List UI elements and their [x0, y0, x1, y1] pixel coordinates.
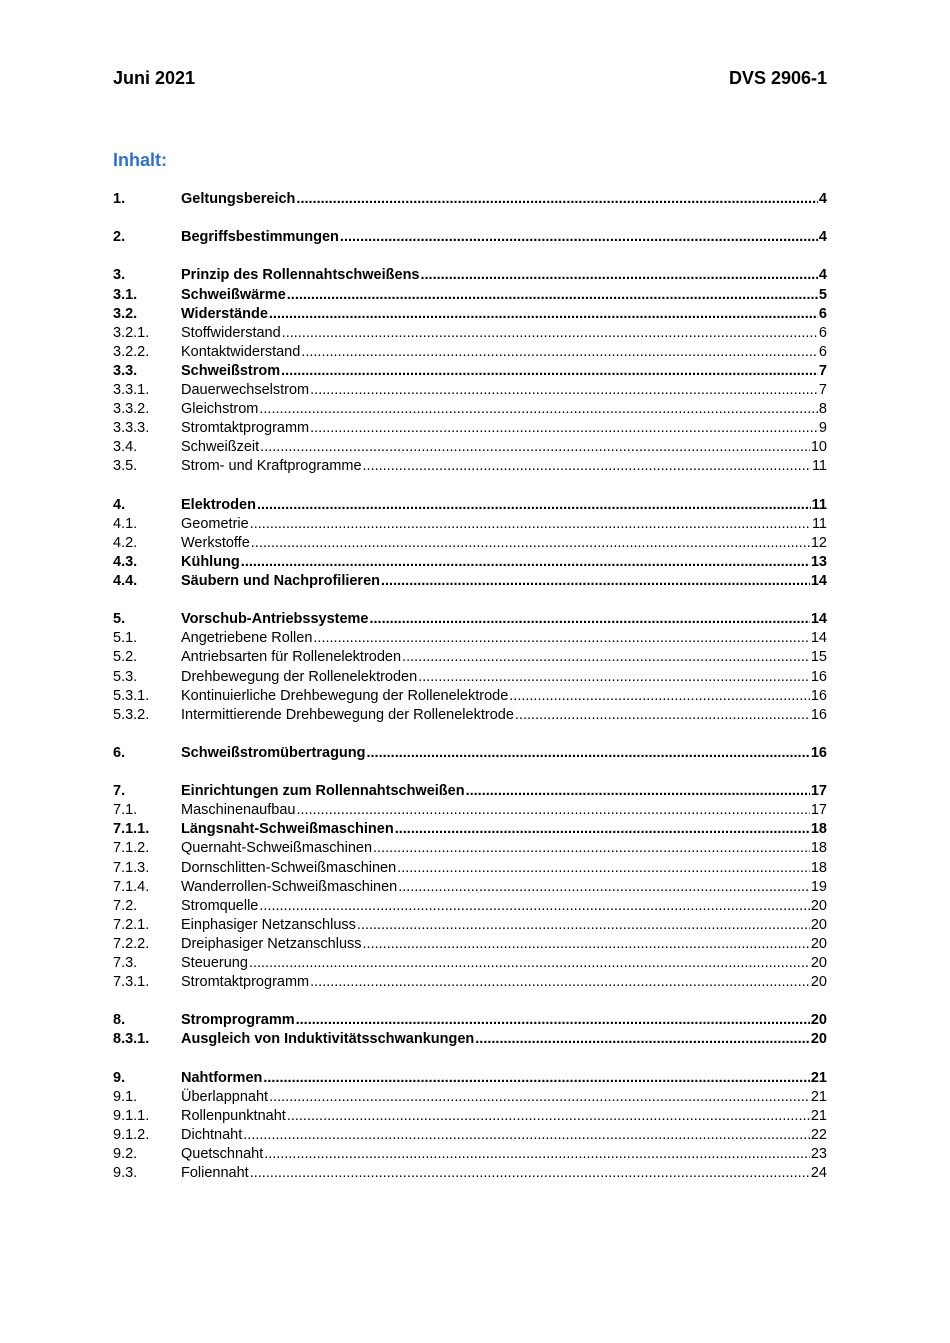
- toc-entry[interactable]: [113, 668, 827, 687]
- toc-dot-leader: [395, 820, 810, 839]
- toc-entry-page: 4: [818, 191, 827, 207]
- toc-entry[interactable]: [113, 801, 827, 820]
- toc-dot-leader: [373, 839, 810, 858]
- toc-dot-leader: [418, 668, 810, 687]
- toc-dot-leader: [296, 801, 809, 820]
- toc-entry-line: [181, 266, 827, 285]
- toc-entry[interactable]: [113, 878, 827, 897]
- toc-entry-number: 4.1.: [113, 516, 138, 532]
- toc-entry[interactable]: [113, 419, 827, 438]
- toc-entry-page: 5: [818, 287, 827, 303]
- toc-entry-title: Rollenpunktnaht: [181, 1108, 286, 1124]
- toc-entry-number: 5.2.: [113, 649, 138, 665]
- toc-entry[interactable]: [113, 553, 827, 572]
- toc-entry-title: Stoffwiderstand: [181, 325, 281, 341]
- toc-entry-title: Prinzip des Rollennahtschweißens: [181, 267, 420, 283]
- toc-entry-line: [181, 820, 827, 839]
- toc-entry[interactable]: [113, 782, 827, 801]
- toc-entry[interactable]: [113, 1069, 827, 1088]
- toc-entry-title: Längsnaht-Schweißmaschinen: [181, 821, 394, 837]
- toc-entry-page: 16: [810, 688, 827, 704]
- toc-entry[interactable]: [113, 859, 827, 878]
- toc-entry-number: 7.1.3.: [113, 860, 150, 876]
- toc-entry-line: [181, 916, 827, 935]
- toc-dot-leader: [260, 438, 810, 457]
- toc-entry-line: [181, 610, 827, 629]
- toc-entry-number: 2.: [113, 229, 126, 245]
- toc-entry-line: [181, 1164, 827, 1183]
- toc-dot-leader: [257, 496, 811, 515]
- toc-entry[interactable]: [113, 1145, 827, 1164]
- toc-entry-title: Dornschlitten-Schweißmaschinen: [181, 860, 397, 876]
- toc-entry-title: Gleichstrom: [181, 401, 259, 417]
- toc-entry-page: 16: [810, 745, 827, 761]
- toc-entry-line: [181, 343, 827, 362]
- toc-dot-leader: [357, 916, 810, 935]
- toc-dot-leader: [249, 954, 810, 973]
- toc-entry-line: [181, 744, 827, 763]
- header-date: Juni 2021: [113, 68, 196, 88]
- toc-dot-leader: [296, 190, 818, 209]
- toc-entry-title: Kühlung: [181, 554, 240, 570]
- toc-entry-page: 7: [818, 363, 827, 379]
- toc-entry[interactable]: [113, 629, 827, 648]
- toc-entry-title: Nahtformen: [181, 1070, 263, 1086]
- toc-entry-page: 10: [810, 439, 827, 455]
- toc-entry-title: Einrichtungen zum Rollennahtschweißen: [181, 783, 465, 799]
- toc-entry-page: 14: [810, 630, 827, 646]
- toc-entry-page: 6: [818, 306, 827, 322]
- toc-entry-page: 19: [810, 879, 827, 895]
- toc-entry[interactable]: [113, 610, 827, 629]
- toc-entry-title: Kontaktwiderstand: [181, 344, 301, 360]
- toc-entry-line: [181, 897, 827, 916]
- toc-entry[interactable]: [113, 744, 827, 763]
- toc-entry-title: Stromtaktprogramm: [181, 974, 310, 990]
- toc-entry-line: [181, 935, 827, 954]
- toc-heading: Inhalt:: [113, 150, 167, 170]
- toc-entry-line: [181, 534, 827, 553]
- toc-entry-number: 5.3.2.: [113, 707, 150, 723]
- toc-entry-number: 7.3.: [113, 955, 138, 971]
- toc-entry-page: 8: [818, 401, 827, 417]
- toc-dot-leader: [241, 553, 810, 572]
- toc-dot-leader: [367, 744, 810, 763]
- toc-entry-page: 4: [818, 229, 827, 245]
- toc-entry-title: Einphasiger Netzanschluss: [181, 917, 356, 933]
- toc-entry-line: [181, 419, 827, 438]
- toc-entry-line: [181, 801, 827, 820]
- toc-entry-page: 18: [810, 840, 827, 856]
- toc-entry-title: Schweißstrom: [181, 363, 281, 379]
- toc-entry-number: 9.3.: [113, 1165, 138, 1181]
- toc-entry[interactable]: [113, 496, 827, 515]
- toc-entry-number: 4.: [113, 497, 126, 513]
- toc-entry-number: 3.1.: [113, 287, 138, 303]
- toc-entry-number: 7.1.2.: [113, 840, 150, 856]
- toc-entry-page: 18: [810, 860, 827, 876]
- toc-entry[interactable]: [113, 935, 827, 954]
- toc-entry-title: Schweißwärme: [181, 287, 286, 303]
- toc-entry[interactable]: [113, 1126, 827, 1145]
- toc-dot-leader: [250, 515, 811, 534]
- toc-entry-line: [181, 1145, 827, 1164]
- toc-entry-number: 7.3.1.: [113, 974, 150, 990]
- toc-dot-leader: [301, 343, 818, 362]
- toc-entry[interactable]: [113, 343, 827, 362]
- toc-entry-number: 5.3.1.: [113, 688, 150, 704]
- toc-entry-number: 3.2.2.: [113, 344, 150, 360]
- toc-entry-line: [181, 878, 827, 897]
- toc-dot-leader: [287, 1107, 810, 1126]
- toc-entry[interactable]: [113, 1030, 827, 1049]
- toc-entry-line: [181, 400, 827, 419]
- toc-entry-line: [181, 457, 827, 476]
- toc-entry-number: 3.4.: [113, 439, 138, 455]
- toc-entry-page: 20: [810, 917, 827, 933]
- header-document-id: DVS 2906-1: [728, 68, 827, 88]
- toc-entry-title: Stromquelle: [181, 898, 259, 914]
- toc-entry-title: Schweißzeit: [181, 439, 260, 455]
- toc-entry-page: 17: [810, 802, 827, 818]
- toc-entry-line: [181, 324, 827, 343]
- toc-entry-title: Wanderrollen-Schweißmaschinen: [181, 879, 398, 895]
- toc-entry-page: 15: [810, 649, 827, 665]
- toc-entry-number: 3.3.1.: [113, 382, 150, 398]
- toc-entry-page: 11: [811, 516, 827, 532]
- toc-dot-leader: [402, 648, 810, 667]
- toc-entry-page: 17: [810, 783, 827, 799]
- toc-entry-number: 3.: [113, 267, 126, 283]
- toc-entry-page: 12: [810, 535, 827, 551]
- toc-entry-page: 20: [810, 898, 827, 914]
- toc-dot-leader: [421, 266, 818, 285]
- toc-entry-page: 14: [810, 573, 827, 589]
- toc-entry-number: 9.1.2.: [113, 1127, 150, 1143]
- toc-entry[interactable]: [113, 973, 827, 992]
- toc-dot-leader: [466, 782, 810, 801]
- toc-dot-leader: [269, 1088, 810, 1107]
- toc-entry-page: 20: [810, 974, 827, 990]
- toc-entry-line: [181, 496, 827, 515]
- toc-dot-leader: [259, 400, 818, 419]
- toc-entry[interactable]: [113, 687, 827, 706]
- toc-entry-number: 7.2.2.: [113, 936, 150, 952]
- toc-dot-leader: [313, 629, 809, 648]
- toc-entry-page: 24: [810, 1165, 827, 1181]
- toc-entry-title: Widerstände: [181, 306, 268, 322]
- toc-dot-leader: [263, 1069, 809, 1088]
- toc-dot-leader: [475, 1030, 810, 1049]
- toc-dot-leader: [251, 534, 810, 553]
- toc-entry-title: Stromprogramm: [181, 1012, 295, 1028]
- toc-entry-title: Stromtaktprogramm: [181, 420, 310, 436]
- toc-entry-number: 3.3.: [113, 363, 138, 379]
- toc-entry-line: [181, 973, 827, 992]
- toc-entry-title: Angetriebene Rollen: [181, 630, 313, 646]
- toc-entry-number: 5.3.: [113, 669, 138, 685]
- toc-entry-number: 1.: [113, 191, 126, 207]
- toc-entry-title: Strom- und Kraftprogramme: [181, 458, 362, 474]
- toc-entry[interactable]: [113, 1164, 827, 1183]
- toc-entry[interactable]: [113, 1107, 827, 1126]
- toc-entry-line: [181, 572, 827, 591]
- toc-entry-line: [181, 286, 827, 305]
- toc-dot-leader: [264, 1145, 810, 1164]
- toc-entry[interactable]: [113, 324, 827, 343]
- toc-entry-title: Schweißstromübertragung: [181, 745, 366, 761]
- toc-entry-line: [181, 553, 827, 572]
- toc-entry[interactable]: [113, 266, 827, 285]
- toc-entry-line: [181, 305, 827, 324]
- toc-entry-title: Dauerwechselstrom: [181, 382, 310, 398]
- toc-entry-title: Drehbewegung der Rollenelektroden: [181, 669, 418, 685]
- toc-entry-number: 7.2.: [113, 898, 138, 914]
- toc-dot-leader: [363, 457, 811, 476]
- toc-dot-leader: [381, 572, 810, 591]
- toc-entry-number: 7.1.4.: [113, 879, 150, 895]
- toc-entry-page: 9: [818, 420, 827, 436]
- toc-entry-page: 18: [810, 821, 827, 837]
- toc-entry-line: [181, 839, 827, 858]
- toc-dot-leader: [269, 305, 818, 324]
- toc-entry-line: [181, 629, 827, 648]
- toc-entry-title: Überlappnaht: [181, 1089, 269, 1105]
- toc-entry-title: Dichtnaht: [181, 1127, 243, 1143]
- toc-entry-page: 7: [818, 382, 827, 398]
- toc-entry-title: Begriffsbestimmungen: [181, 229, 339, 245]
- toc-entry-number: 7.1.: [113, 802, 138, 818]
- toc-entry-page: 20: [810, 936, 827, 952]
- toc-entry-page: 14: [810, 611, 827, 627]
- toc-entry-line: [181, 668, 827, 687]
- toc-entry-line: [181, 438, 827, 457]
- toc-entry-number: 8.: [113, 1012, 126, 1028]
- toc-entry-page: 6: [818, 325, 827, 341]
- toc-entry-title: Steuerung: [181, 955, 248, 971]
- toc-entry-number: 6.: [113, 745, 126, 761]
- toc-entry[interactable]: [113, 897, 827, 916]
- toc-entry-page: 16: [810, 707, 827, 723]
- toc-entry-page: 13: [810, 554, 827, 570]
- toc-entry-number: 4.3.: [113, 554, 138, 570]
- toc-entry-title: Ausgleich von Induktivitätsschwankungen: [181, 1031, 475, 1047]
- toc-entry-line: [181, 859, 827, 878]
- toc-entry-title: Dreiphasiger Netzanschluss: [181, 936, 362, 952]
- toc-entry-number: 4.4.: [113, 573, 138, 589]
- toc-dot-leader: [369, 610, 809, 629]
- toc-dot-leader: [515, 706, 810, 725]
- toc-entry[interactable]: [113, 362, 827, 381]
- toc-entry[interactable]: [113, 954, 827, 973]
- toc-entry-page: 4: [818, 267, 827, 283]
- toc-entry-title: Geometrie: [181, 516, 249, 532]
- toc-entry-title: Säubern und Nachprofilieren: [181, 573, 380, 589]
- toc-entry[interactable]: [113, 457, 827, 476]
- toc-dot-leader: [243, 1126, 810, 1145]
- toc-entry-number: 9.1.: [113, 1089, 138, 1105]
- toc-entry-title: Antriebsarten für Rollenelektroden: [181, 649, 402, 665]
- toc-entry-page: 21: [810, 1070, 827, 1086]
- toc-entry[interactable]: [113, 381, 827, 400]
- toc-entry-number: 9.1.1.: [113, 1108, 150, 1124]
- toc-entry-page: 21: [810, 1089, 827, 1105]
- toc-entry-line: [181, 782, 827, 801]
- toc-entry-line: [181, 1088, 827, 1107]
- toc-dot-leader: [509, 687, 810, 706]
- toc-entry-line: [181, 190, 827, 209]
- toc-entry-title: Maschinenaufbau: [181, 802, 296, 818]
- toc-entry-title: Intermittierende Drehbewegung der Rollenelektrode: [181, 707, 514, 723]
- toc-entry-line: [181, 954, 827, 973]
- toc-entry[interactable]: [113, 228, 827, 247]
- toc-entry-page: 11: [811, 497, 827, 513]
- toc-dot-leader: [310, 973, 810, 992]
- toc-dot-leader: [310, 381, 818, 400]
- toc-entry-line: [181, 1107, 827, 1126]
- toc-entry-line: [181, 515, 827, 534]
- toc-entry[interactable]: [113, 286, 827, 305]
- toc-dot-leader: [296, 1011, 810, 1030]
- toc-entry-line: [181, 1069, 827, 1088]
- toc-entry-number: 3.3.3.: [113, 420, 150, 436]
- toc-entry-page: 6: [818, 344, 827, 360]
- toc-entry-page: 23: [810, 1146, 827, 1162]
- toc-dot-leader: [340, 228, 818, 247]
- toc-dot-leader: [281, 362, 818, 381]
- toc-dot-leader: [398, 878, 810, 897]
- toc-entry-title: Vorschub-Antriebssysteme: [181, 611, 369, 627]
- toc-entry-line: [181, 381, 827, 400]
- toc-entry-number: 9.2.: [113, 1146, 138, 1162]
- toc-entry[interactable]: [113, 1088, 827, 1107]
- toc-entry-number: 3.5.: [113, 458, 138, 474]
- toc-entry-line: [181, 1011, 827, 1030]
- toc-entry-number: 7.: [113, 783, 126, 799]
- toc-entry[interactable]: [113, 534, 827, 553]
- toc-dot-leader: [310, 419, 818, 438]
- toc-entry-page: 20: [810, 1031, 827, 1047]
- toc-entry[interactable]: [113, 1011, 827, 1030]
- toc-entry-number: 7.1.1.: [113, 821, 150, 837]
- toc-entry-line: [181, 1030, 827, 1049]
- toc-entry-page: 20: [810, 1012, 827, 1028]
- toc-entry[interactable]: [113, 400, 827, 419]
- toc-entry-line: [181, 1126, 827, 1145]
- toc-entry[interactable]: [113, 820, 827, 839]
- toc-entry-number: 8.3.1.: [113, 1031, 150, 1047]
- toc-entry-page: 16: [810, 669, 827, 685]
- toc-entry-title: Werkstoffe: [181, 535, 250, 551]
- toc-entry-page: 20: [810, 955, 827, 971]
- toc-entry-page: 21: [810, 1108, 827, 1124]
- toc-entry[interactable]: [113, 572, 827, 591]
- toc-entry-title: Geltungsbereich: [181, 191, 296, 207]
- toc-entry[interactable]: [113, 648, 827, 667]
- toc-entry-line: [181, 362, 827, 381]
- toc-entry-number: 9.: [113, 1070, 126, 1086]
- toc-entry-number: 3.2.: [113, 306, 138, 322]
- toc-entry-line: [181, 706, 827, 725]
- toc-entry[interactable]: [113, 706, 827, 725]
- toc-entry[interactable]: [113, 190, 827, 209]
- toc-entry-title: Quernaht-Schweißmaschinen: [181, 840, 373, 856]
- toc-entry-number: 7.2.1.: [113, 917, 150, 933]
- toc-entry-title: Quetschnaht: [181, 1146, 264, 1162]
- toc-entry[interactable]: [113, 515, 827, 534]
- toc-entry-number: 5.1.: [113, 630, 138, 646]
- toc-dot-leader: [397, 859, 810, 878]
- toc-entry-line: [181, 228, 827, 247]
- toc-entry-page: 22: [810, 1127, 827, 1143]
- toc-dot-leader: [363, 935, 810, 954]
- toc-entry-page: 11: [811, 458, 827, 474]
- toc-entry-line: [181, 687, 827, 706]
- toc-entry-number: 3.3.2.: [113, 401, 150, 417]
- toc-entry-line: [181, 648, 827, 667]
- toc-entry-number: 3.2.1.: [113, 325, 150, 341]
- toc-entry[interactable]: [113, 438, 827, 457]
- toc-entry-title: Foliennaht: [181, 1165, 249, 1181]
- toc-dot-leader: [282, 324, 818, 343]
- toc-entry-number: 4.2.: [113, 535, 138, 551]
- toc-dot-leader: [287, 286, 818, 305]
- toc-entry-title: Elektroden: [181, 497, 256, 513]
- toc-entry-title: Kontinuierliche Drehbewegung der Rollenelektrode: [181, 688, 509, 704]
- toc-dot-leader: [250, 1164, 810, 1183]
- toc-entry-number: 5.: [113, 611, 126, 627]
- toc-entry[interactable]: [113, 305, 827, 324]
- toc-entry[interactable]: [113, 916, 827, 935]
- toc-dot-leader: [259, 897, 809, 916]
- toc-entry[interactable]: [113, 839, 827, 858]
